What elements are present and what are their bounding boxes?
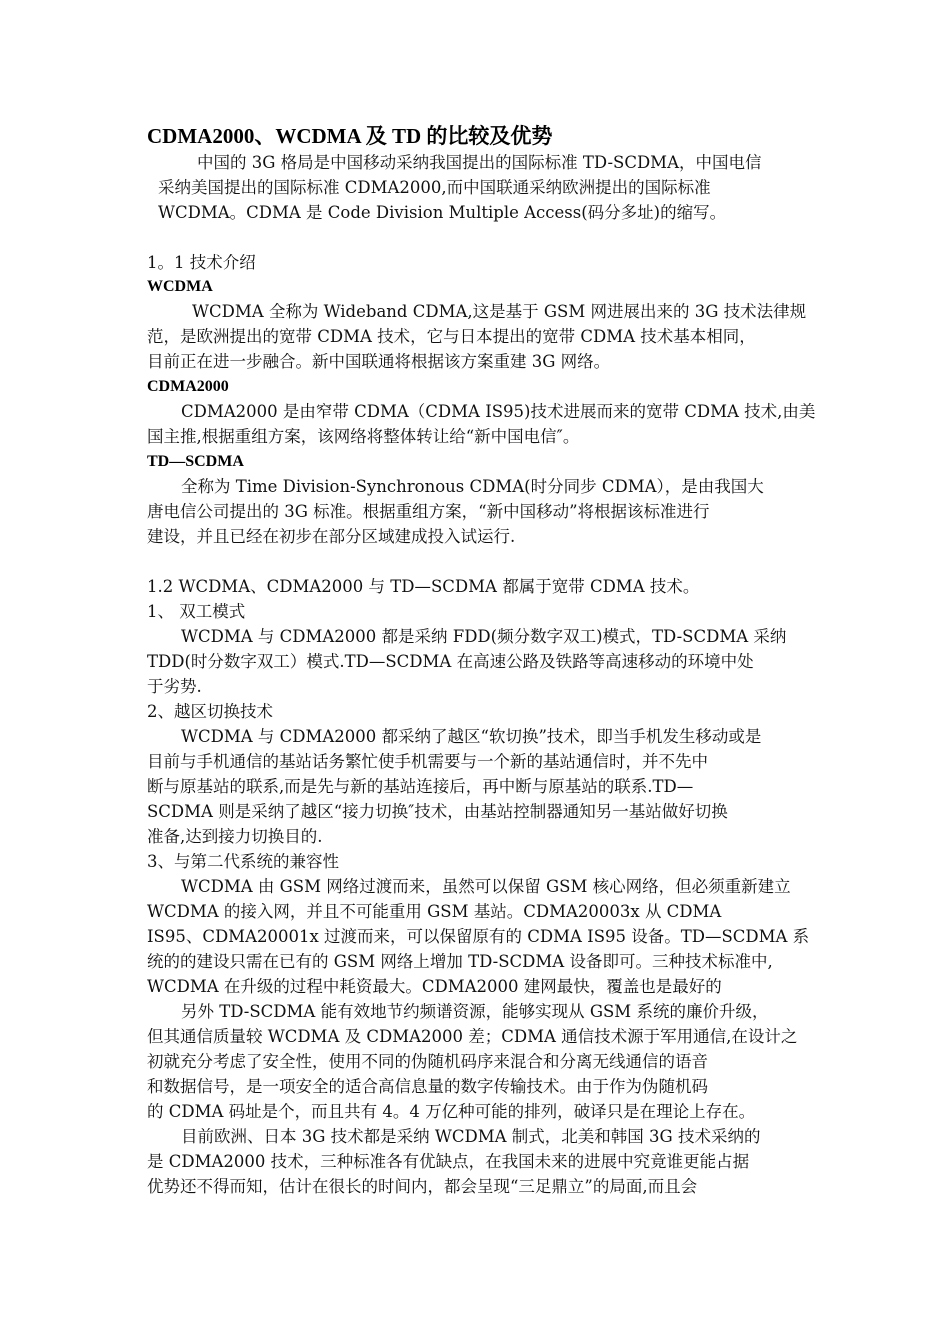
wcdma-heading: WCDMA	[147, 278, 213, 295]
item-1-line-2: TDD(时分数字双工）模式.TD—SCDMA 在高速公路及铁路等高速移动的环境中处	[147, 652, 754, 671]
item-2-line-3: 断与原基站的联系,而是先与新的基站连接后，再中断与原基站的联系.TD—	[147, 777, 694, 796]
item-2-line-2: 目前与手机通信的基站话务繁忙使手机需要与一个新的基站通信时，并不先中	[147, 752, 708, 771]
item-2-heading: 2、越区切换技术	[147, 702, 273, 721]
item-3-line-5: WCDMA 在升级的过程中耗资最大。CDMA2000 建网最快，覆盖也是最好的	[147, 977, 722, 996]
document-title: CDMA2000、WCDMA 及 TD 的比较及优势	[147, 124, 553, 148]
item-2-line-1: WCDMA 与 CDMA2000 都采纳了越区“软切换”技术，即当手机发生移动或是	[181, 727, 762, 746]
section-1-1-heading: 1。1 技术介绍	[147, 253, 256, 272]
item-1-line-1: WCDMA 与 CDMA2000 都是采纳 FDD(频分数字双工)模式，TD-SCDMA 采纳	[181, 627, 787, 646]
section-1-2-heading: 1.2 WCDMA、CDMA2000 与 TD—SCDMA 都属于宽带 CDMA 技术。	[147, 577, 700, 596]
item-2-line-5: 准备,达到接力切换目的.	[147, 827, 323, 846]
item-1-line-3: 于劣势.	[147, 677, 202, 696]
intro-line-2: 采纳美国提出的国际标准 CDMA2000,而中国联通采纳欧洲提出的国际标准	[158, 178, 711, 197]
tdscdma-line-3: 建设，并且已经在初步在部分区域建成投入试运行.	[147, 527, 516, 546]
para-2-line-3: 初就充分考虑了安全性，使用不同的伪随机码序来混合和分离无线通信的语音	[147, 1052, 708, 1071]
para-3-line-1: 目前欧洲、日本 3G 技术都是采纳 WCDMA 制式，北美和韩国 3G 技术采纳的	[181, 1127, 761, 1146]
item-3-line-2: WCDMA 的接入网，并且不可能重用 GSM 基站。CDMA20003x 从 CDMA	[147, 902, 722, 921]
para-2-line-4: 和数据信号，是一项安全的适合高信息量的数字传输技术。由于作为伪随机码	[147, 1077, 708, 1096]
tdscdma-heading: TD—SCDMA	[147, 453, 244, 470]
item-1-heading: 1、 双工模式	[147, 602, 246, 621]
tdscdma-line-2: 唐电信公司提出的 3G 标准。根据重组方案，“新中国移动”将根据该标准进行	[147, 502, 710, 521]
item-3-heading: 3、与第二代系统的兼容性	[147, 852, 339, 871]
wcdma-line-1: WCDMA 全称为 Wideband CDMA,这是基于 GSM 网进展出来的 3G 技术法律规	[192, 302, 807, 321]
para-2-line-1: 另外 TD-SCDMA 能有效地节约频谱资源，能够实现从 GSM 系统的廉价升级，	[181, 1002, 769, 1021]
intro-line-3: WCDMA。CDMA 是 Code Division Multiple Access(码分多址)的缩写。	[158, 203, 727, 222]
cdma2000-line-2: 国主推,根据重组方案，该网络将整体转让给“新中国电信″。	[147, 427, 580, 446]
wcdma-line-2: 范，是欧洲提出的宽带 CDMA 技术，它与日本提出的宽带 CDMA 技术基本相同，	[147, 327, 756, 346]
item-3-line-1: WCDMA 由 GSM 网络过渡而来，虽然可以保留 GSM 核心网络，但必须重新建立	[181, 877, 791, 896]
para-2-line-5: 的 CDMA 码址是个，而且共有 4。4 万亿种可能的排列，破译只是在理论上存在。	[147, 1102, 756, 1121]
para-3-line-2: 是 CDMA2000 技术，三种标准各有优缺点，在我国未来的进展中究竟谁更能占据	[147, 1152, 750, 1171]
tdscdma-line-1: 全称为 Time Division-Synchronous CDMA(时分同步 CDMA），是由我国大	[181, 477, 764, 496]
item-3-line-4: 统的的建设只需在已有的 GSM 网络上增加 TD-SCDMA 设备即可。三种技术标准中,	[147, 952, 773, 971]
item-3-line-3: IS95、CDMA20001x 过渡而来，可以保留原有的 CDMA IS95 设备。TD—SCDMA 系	[147, 927, 810, 946]
intro-line-1: 中国的 3G 格局是中国移动采纳我国提出的国际标准 TD-SCDMA，中国电信	[197, 153, 762, 172]
cdma2000-line-1: CDMA2000 是由窄带 CDMA（CDMA IS95)技术进展而来的宽带 CDMA 技术,由美	[181, 402, 816, 421]
wcdma-line-3: 目前正在进一步融合。新中国联通将根据该方案重建 3G 网络。	[147, 352, 611, 371]
para-2-line-2: 但其通信质量较 WCDMA 及 CDMA2000 差；CDMA 通信技术源于军用通信,在设计之	[147, 1027, 798, 1046]
para-3-line-3: 优势还不得而知，估计在很长的时间内，都会呈现“三足鼎立”的局面,而且会	[147, 1177, 698, 1196]
item-2-line-4: SCDMA 则是采纳了越区“接力切换″技术，由基站控制器通知另一基站做好切换	[147, 802, 728, 821]
cdma2000-heading: CDMA2000	[147, 378, 229, 395]
